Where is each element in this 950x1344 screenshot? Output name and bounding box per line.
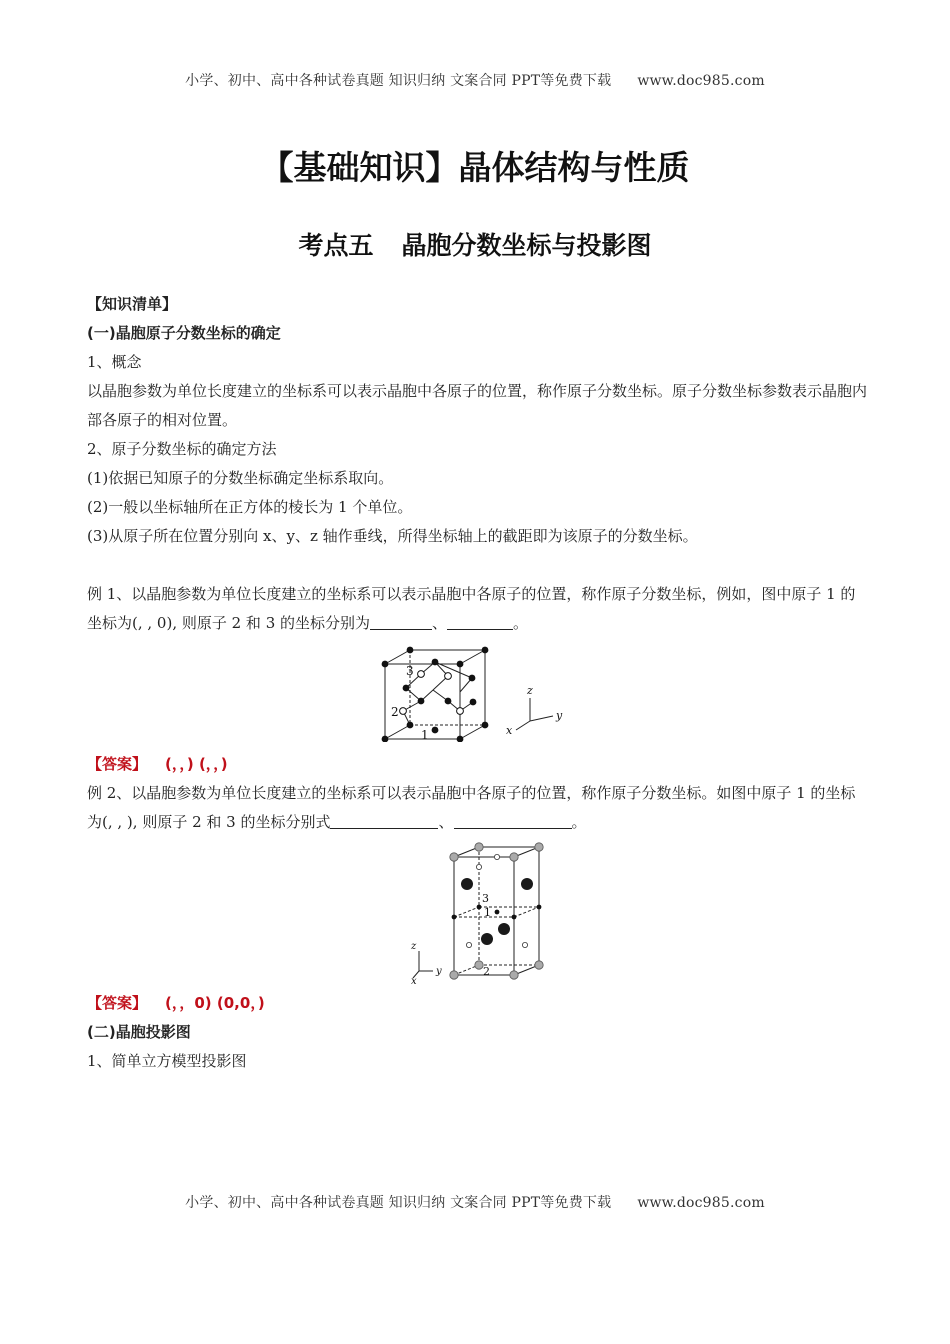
header-text: 小学、初中、高中各种试卷真题 知识归纳 文案合同 PPT等免费下载 xyxy=(185,73,612,89)
header-url[interactable]: www.doc985.com xyxy=(637,73,765,89)
answer-tag: 【答案】 xyxy=(87,994,148,1012)
example2-question xyxy=(87,779,867,837)
page-title: 【基础知识】晶体结构与性质 xyxy=(260,148,690,187)
example1-answer xyxy=(87,750,867,779)
subtitle-part2: 晶胞分数坐标与投影图 xyxy=(401,231,652,260)
footer-url[interactable]: www.doc985.com xyxy=(637,1195,765,1211)
atom-label-1: 1 xyxy=(421,728,429,742)
subtitle-part1: 考点五 xyxy=(298,231,374,260)
atom-label-1: 1 xyxy=(484,906,491,919)
method-item: (3)从原子所在位置分别向 x、y、z 轴作垂线，所得坐标轴上的截距即为该原子的分数坐标。 xyxy=(87,527,698,545)
atom-label-2: 2 xyxy=(483,965,490,978)
footer-text: 小学、初中、高中各种试卷真题 知识归纳 文案合同 PPT等免费下载 xyxy=(185,1195,612,1211)
section2-heading: (二)晶胞投影图 xyxy=(87,1023,191,1041)
answer-blank[interactable] xyxy=(370,611,432,630)
answer-blank[interactable] xyxy=(454,810,572,829)
example2-text: 例 2、以晶胞参数为单位长度建立的坐标系可以表示晶胞中各原子的位置，称作原子分数坐标。如图中原子 1 的坐标为(, , ), 则原子 2 和 3 的坐标分别式 xyxy=(87,784,856,831)
content-body xyxy=(87,290,867,1076)
axis-label-z: z xyxy=(411,941,417,952)
atom-label-3: 3 xyxy=(406,664,414,678)
section1-heading: (一)晶胞原子分数坐标的确定 xyxy=(87,324,281,342)
answer-text: (，，) (，，) xyxy=(165,755,228,773)
example1-text: 例 1、以晶胞参数为单位长度建立的坐标系可以表示晶胞中各原子的位置，称作原子分数坐标，例如，图中原子 1 的坐标为(, , 0), 则原子 2 和 3 的坐标分别为 xyxy=(87,585,856,632)
concept-text: 以晶胞参数为单位长度建立的坐标系可以表示晶胞中各原子的位置，称作原子分数坐标。原子分数坐标参数表示晶胞内部各原子的相对位置。 xyxy=(87,382,868,429)
method-item: (2)一般以坐标轴所在正方体的棱长为 1 个单位。 xyxy=(87,498,413,516)
example1-question xyxy=(87,580,867,638)
example2-answer xyxy=(87,989,867,1018)
axis-label-x: x xyxy=(506,724,513,737)
crystal-cell-figure-1 xyxy=(380,646,670,742)
method-item: (1)依据已知原子的分数坐标确定坐标系取向。 xyxy=(87,469,394,487)
knowledge-heading: 【知识清单】 xyxy=(87,295,178,313)
method-label: 2、原子分数坐标的确定方法 xyxy=(87,440,277,458)
axis-label-x: x xyxy=(411,976,417,985)
blank-separator: 、 xyxy=(432,614,448,632)
axis-label-y: y xyxy=(436,966,442,977)
axis-label-z: z xyxy=(527,684,533,697)
page-footer xyxy=(0,1192,950,1212)
atom-label-3: 3 xyxy=(482,892,489,905)
page-header xyxy=(0,70,950,90)
section2-item1: 1、简单立方模型投影图 xyxy=(87,1052,247,1070)
concept-label: 1、概念 xyxy=(87,353,142,371)
atom-label-2: 2 xyxy=(391,705,399,719)
page-subtitle xyxy=(0,226,950,262)
answer-text: (，，0) (0,0，) xyxy=(165,994,265,1012)
sentence-end: 。 xyxy=(513,614,529,632)
answer-tag: 【答案】 xyxy=(87,755,148,773)
sentence-end: 。 xyxy=(571,813,587,831)
crystal-cell-figure-2 xyxy=(409,841,649,985)
blank-separator: 、 xyxy=(438,813,454,831)
answer-blank[interactable] xyxy=(447,611,513,630)
answer-blank[interactable] xyxy=(330,810,438,829)
axis-label-y: y xyxy=(556,709,563,722)
